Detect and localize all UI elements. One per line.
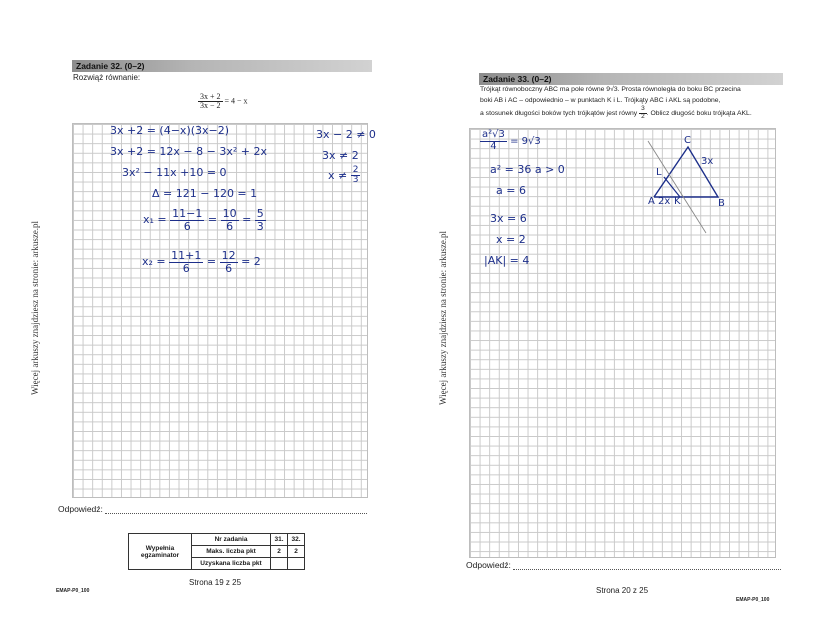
label-k: K (674, 196, 681, 207)
answer-grid[interactable] (72, 123, 368, 498)
hw-line-4: Δ = 121 − 120 = 1 (152, 187, 258, 200)
task-32-title: Zadanie 32. (0–2) (72, 60, 372, 72)
hw-line-2: 3x +2 = 12x − 8 − 3x² + 2x (110, 145, 267, 158)
score-table (128, 533, 305, 570)
hw-line-1: 3x +2 = (4−x)(3x−2) (110, 124, 230, 137)
label-l: L (656, 167, 662, 178)
hw-cond-3: x ≠ $\frac{2}{3}$ (328, 165, 359, 186)
score-row1-label: Nr zadania (192, 534, 271, 546)
answer-row (466, 560, 781, 570)
score-cell: 32. (288, 534, 305, 546)
hw-x1: x₁ = $\frac{11-1}{6}$ = $\frac{10}{6}$ = $\frac{5}{3}$ (143, 207, 264, 233)
score-row2-label: Maks. liczba pkt (192, 546, 271, 558)
answer-line[interactable] (513, 560, 781, 570)
score-row3-label: Uzyskana liczba pkt (192, 558, 271, 570)
exam-code: EMAP-P0_100 (56, 588, 90, 594)
hw-cond-1: 3x − 2 ≠ 0 (316, 128, 376, 141)
hw-r-line-3: a = 6 (496, 184, 526, 197)
hw-r-line-6: |AK| = 4 (484, 254, 530, 267)
task-33-line-3: a stosunek długości boków tych trójkątów jest równy $\frac{3}{2}$ . Oblicz długość boku trójkąta AKL. (480, 105, 752, 120)
side-note: Więcej arkuszy znajdziesz na stronie: arkusze.pl (438, 230, 448, 405)
triangle-sketch (634, 135, 744, 240)
task-32-instruction: Rozwiąż równanie: (73, 73, 141, 82)
score-label: Wypełnia egzaminator (129, 534, 192, 570)
task-33-line-2: boki AB i AC – odpowiednio – w punktach K i L. Trójkąty ABC i AKL są podobne, (480, 96, 721, 104)
label-a: A (648, 196, 655, 207)
hw-line-3: 3x² − 11x +10 = 0 (122, 166, 227, 179)
score-input-31[interactable] (271, 558, 288, 570)
hw-x2: x₂ = $\frac{11+1}{6}$ = $\frac{12}{6}$ = 2 (142, 249, 261, 275)
score-cell: 2 (271, 546, 288, 558)
label-2x: 2x (658, 196, 671, 207)
hw-r-line-4: 3x = 6 (490, 212, 527, 225)
answer-label: Odpowiedź: (58, 504, 103, 514)
task-33-line-1: Trójkąt równoboczny ABC ma pole równe 9√3. Prosta równoległa do boku BC przecina (480, 86, 741, 93)
hw-area: $\frac{\text{a²√3}}{4}$ = 9√3 (482, 129, 541, 152)
task-33-title: Zadanie 33. (0–2) (479, 73, 783, 85)
score-cell: 31. (271, 534, 288, 546)
page-number: Strona 19 z 25 (189, 578, 242, 587)
side-note: Więcej arkuszy znajdziesz na stronie: arkusze.pl (30, 220, 40, 395)
label-3x: 3x (701, 156, 714, 167)
answer-label: Odpowiedź: (466, 560, 511, 570)
page-number: Strona 20 z 25 (596, 586, 649, 595)
score-input-32[interactable] (288, 558, 305, 570)
triangle-abc (654, 147, 718, 197)
answer-row (58, 504, 367, 514)
hw-r-line-2: a² = 36 a > 0 (490, 163, 565, 176)
score-cell: 2 (288, 546, 305, 558)
segment-kl (664, 177, 680, 197)
label-c: C (684, 135, 691, 146)
exam-code: EMAP-P0_100 (736, 597, 770, 603)
task-33-text (480, 85, 800, 121)
parallel-line (648, 141, 706, 233)
label-b: B (718, 198, 725, 209)
hw-r-line-5: x = 2 (496, 233, 526, 246)
right-page (414, 0, 828, 628)
answer-line[interactable] (105, 504, 367, 514)
hw-cond-2: 3x ≠ 2 (322, 149, 359, 162)
equation: $\frac{3x + 2}{3x - 2}$ = 4 − x (200, 92, 248, 111)
